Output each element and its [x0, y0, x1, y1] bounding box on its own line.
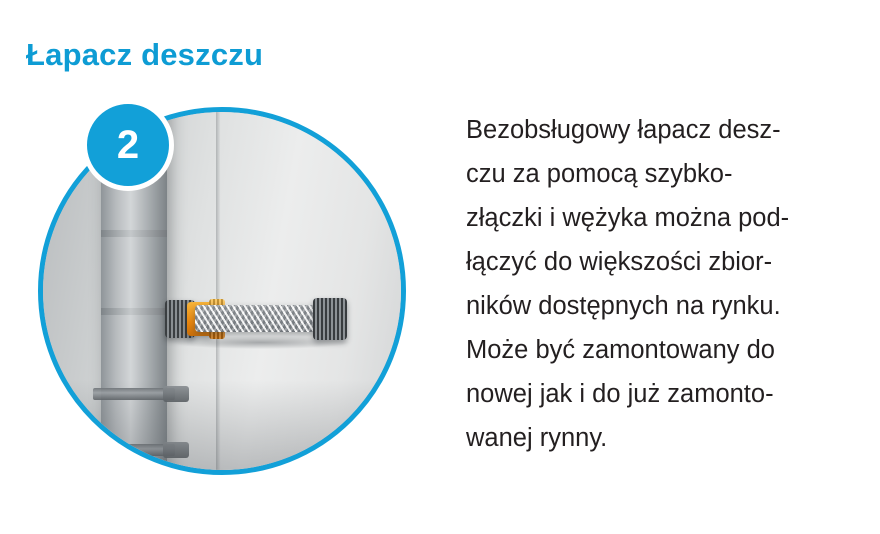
braided-hose-icon — [195, 305, 315, 332]
body-line: łączyć do większości zbior- — [466, 248, 773, 276]
body-line: czu za pomocą szybko- — [466, 160, 733, 188]
body-line: złączki i wężyka można pod- — [466, 204, 790, 232]
step-number-badge: 2 — [82, 99, 174, 191]
body-line: Bezobsługowy łapacz desz- — [466, 116, 781, 144]
photo-bottom-shadow — [43, 380, 401, 470]
hose-assembly — [121, 296, 371, 342]
page-title: Łapacz deszczu — [26, 36, 264, 72]
body-line: nowej jak i do już zamonto- — [466, 380, 774, 408]
body-line: ników dostępnych na rynku. — [466, 292, 781, 320]
pipe-joint-icon — [101, 230, 167, 237]
figure-rain-catcher — [30, 99, 422, 491]
body-line: Może być zamontowany do — [466, 336, 775, 364]
hose-nut-right-icon — [313, 298, 347, 340]
body-line: wanej rynny. — [466, 424, 608, 452]
body-text — [466, 108, 858, 460]
